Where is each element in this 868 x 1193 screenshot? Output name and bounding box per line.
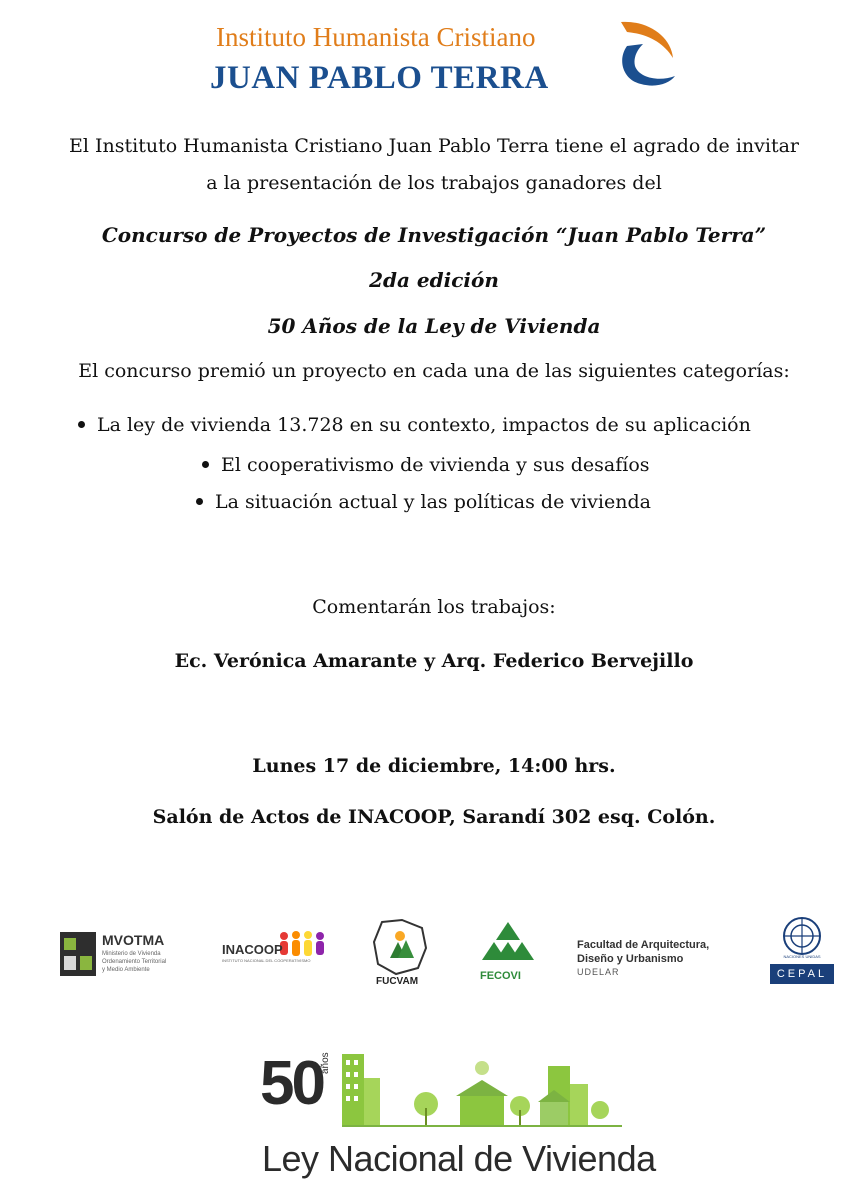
fecovi-triangles-icon	[476, 920, 540, 972]
category-item: El cooperativismo de vivienda y sus desafíos	[202, 454, 650, 476]
categories-intro: El concurso premió un proyecto en cada una de las siguientes categorías:	[78, 360, 790, 382]
anniversary-anos: años	[320, 1052, 331, 1074]
event-date: Lunes 17 de diciembre, 14:00 hrs.	[252, 755, 616, 777]
event-place: Salón de Actos de INACOOP, Sarandí 302 esq. Colón.	[152, 806, 716, 828]
contest-subtitle: 50 Años de la Ley de Vivienda	[267, 314, 601, 338]
contest-title: Concurso de Proyectos de Investigación “Juan Pablo Terra”	[101, 223, 767, 247]
bullet-icon	[196, 498, 203, 505]
intro-line-2: a la presentación de los trabajos ganadores del	[206, 172, 662, 194]
bullet-icon	[78, 421, 85, 428]
inacoop-logo: INACOOP INSTITUTO NACIONAL DEL COOPERATIVISMO	[222, 930, 332, 970]
fucvam-logo: FUCVAM	[372, 918, 428, 990]
logo-line1: Instituto Humanista Cristiano	[216, 22, 536, 52]
category-item: La situación actual y las políticas de vivienda	[196, 491, 651, 513]
fadu-logo: Facultad de Arquitectura, Diseño y Urbanismo UDELAR	[577, 939, 710, 977]
mvotma-logo: MVOTMA Ministerio de Vivienda Ordenamiento Territorial y Medio Ambiente	[60, 930, 200, 982]
fucvam-map-icon	[372, 918, 428, 976]
bullet-icon	[202, 461, 209, 468]
anniversary-logo	[258, 1049, 656, 1187]
anniversary-title: Ley Nacional de Vivienda	[262, 1138, 656, 1179]
institute-logo	[210, 18, 680, 98]
fecovi-logo: FECOVI	[476, 920, 540, 986]
commentators-names: Ec. Verónica Amarante y Arq. Federico Bervejillo	[174, 650, 694, 672]
anniversary-number: 50	[260, 1049, 323, 1118]
city-illustration-icon	[342, 1052, 622, 1132]
contest-edition: 2da edición	[369, 268, 499, 292]
category-item: La ley de vivienda 13.728 en su contexto, impactos de su aplicación	[78, 414, 751, 436]
mvotma-icon	[60, 932, 96, 976]
commentators-label: Comentarán los trabajos:	[312, 596, 556, 618]
logo-swoosh-icon	[613, 18, 677, 90]
cepal-logo: NACIONES UNIDAS CEPAL	[768, 914, 836, 990]
intro-line-1: El Instituto Humanista Cristiano Juan Pablo Terra tiene el agrado de invitar	[69, 135, 799, 157]
logo-line2: JUAN PABLO TERRA	[210, 60, 549, 96]
